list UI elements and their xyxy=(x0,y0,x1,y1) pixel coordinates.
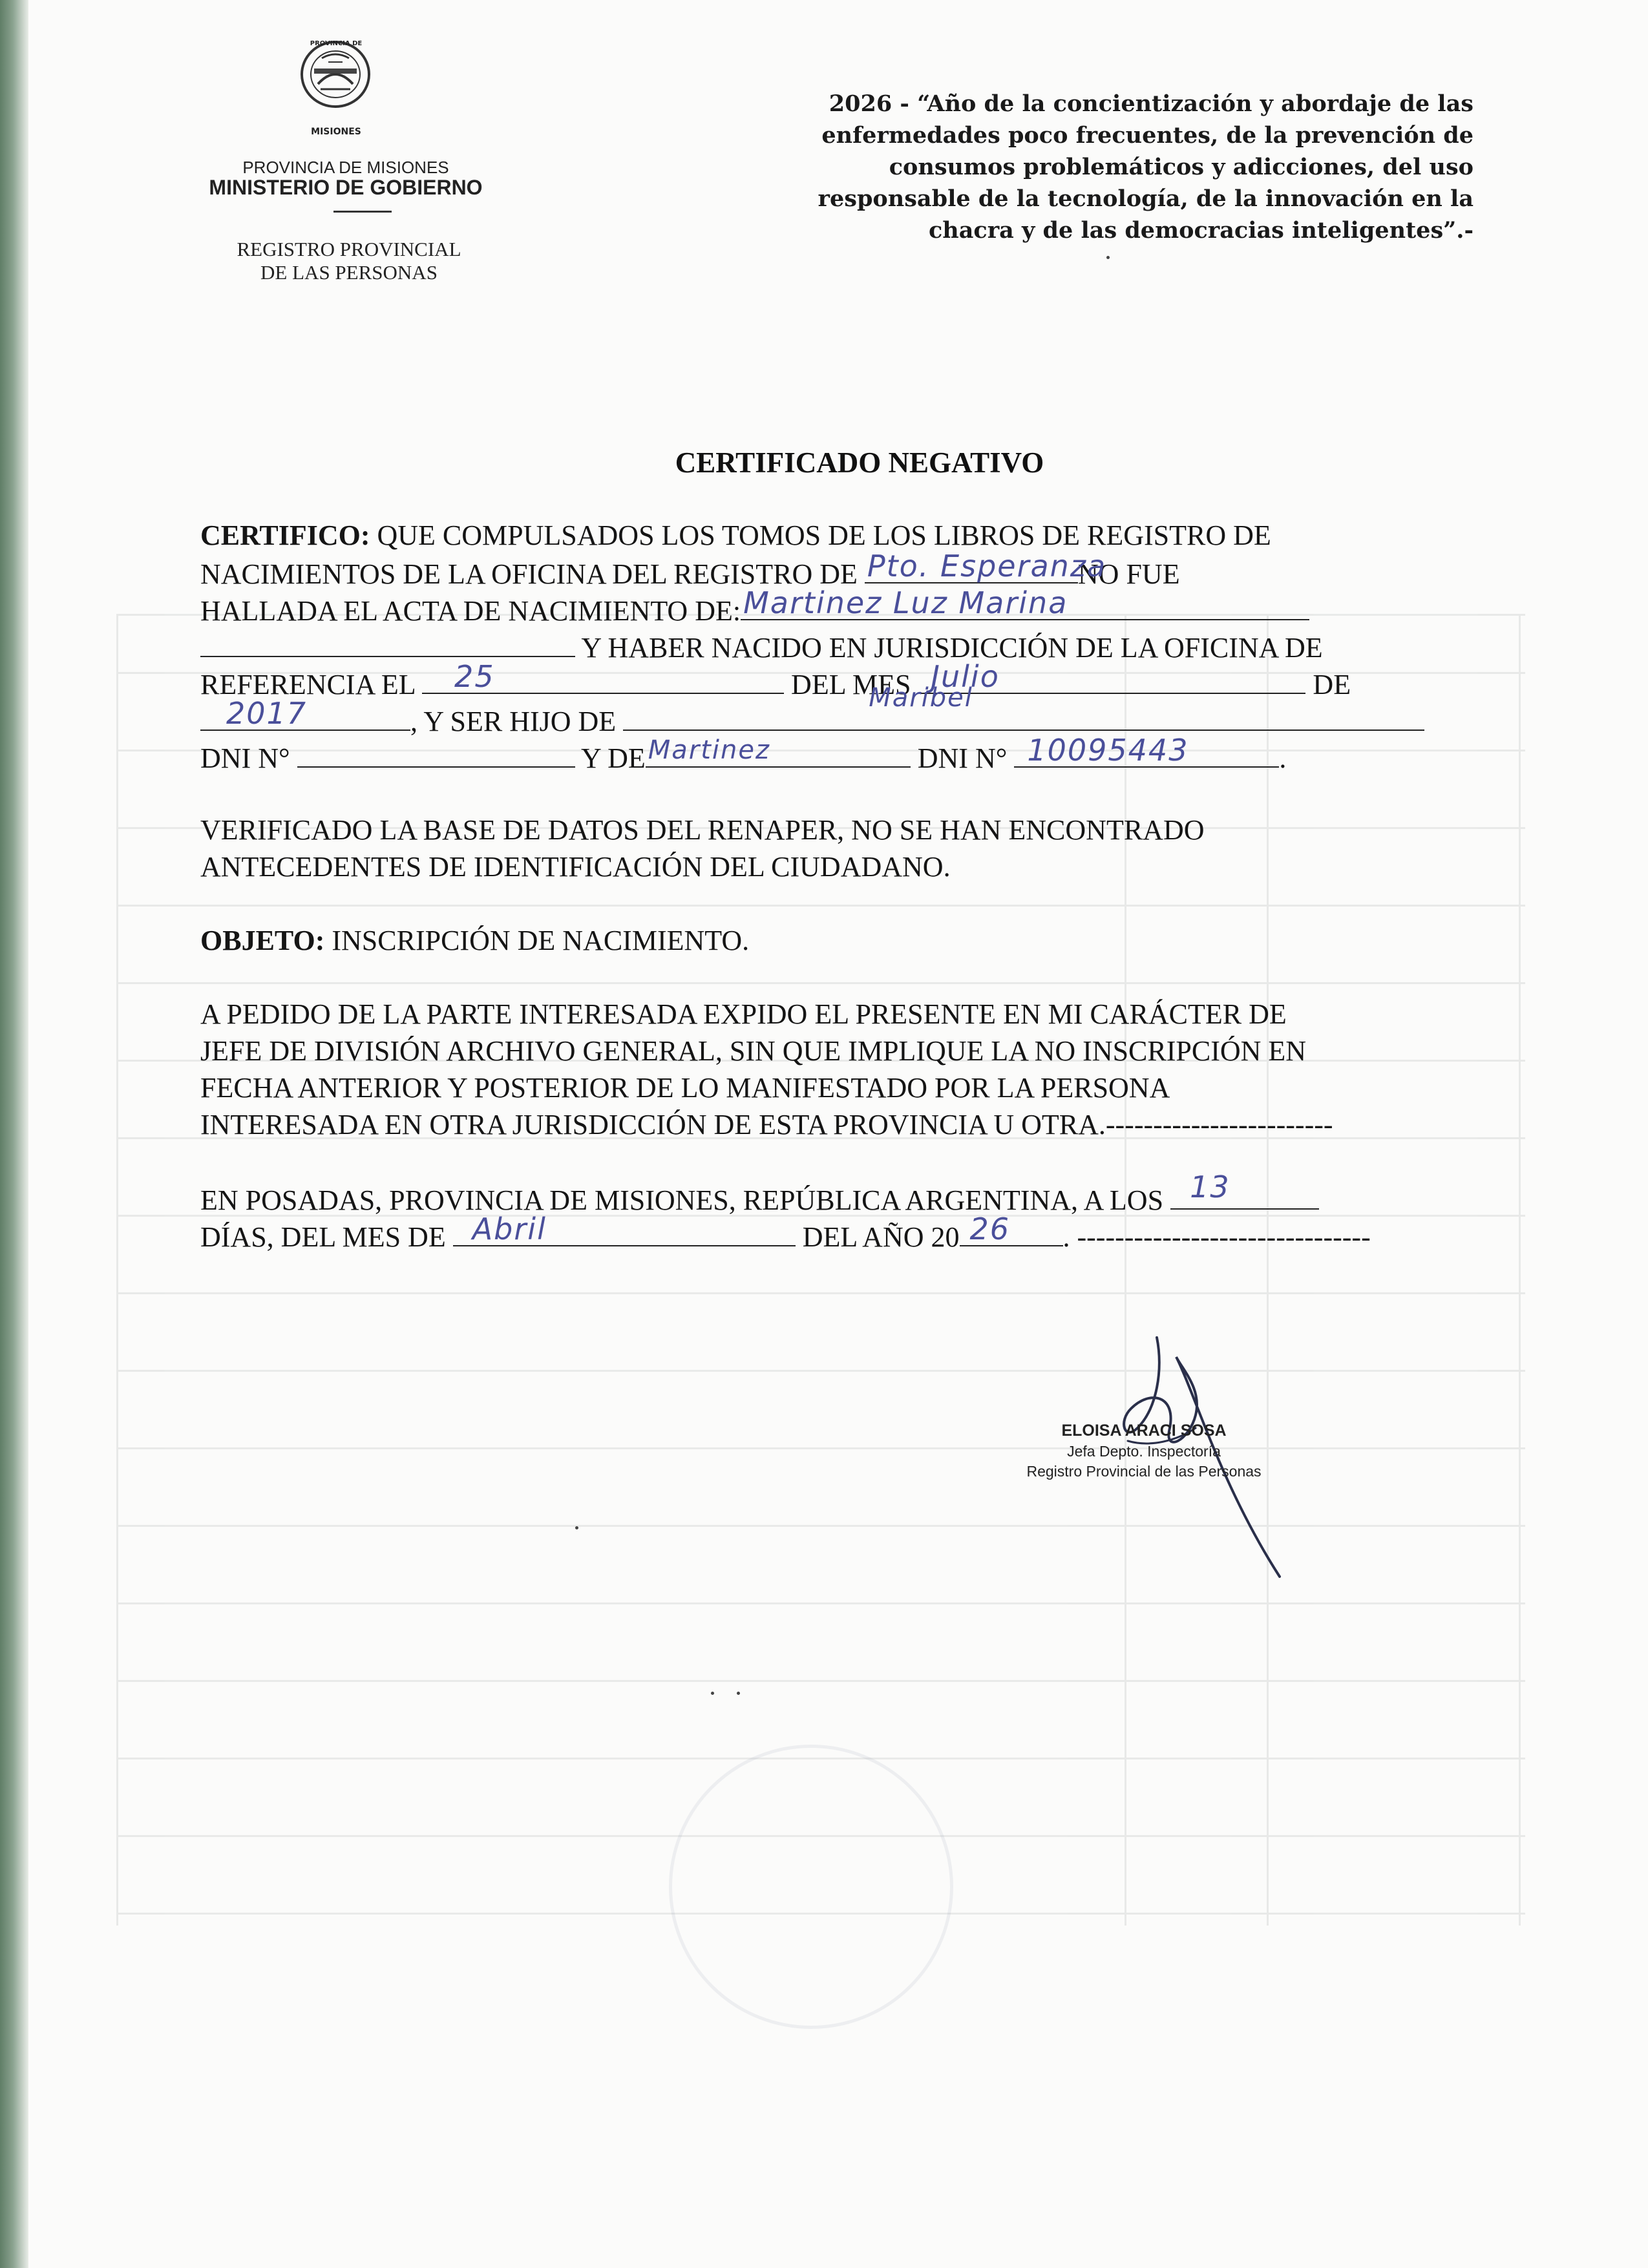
motto-line: responsable de la tecnología, de la innovación en la xyxy=(818,185,1474,212)
certifico-line-3 xyxy=(200,585,1519,627)
objeto-line xyxy=(200,922,1519,959)
province-label: PROVINCIA DE MISIONES xyxy=(242,158,449,177)
certifico-text: REFERENCIA EL xyxy=(200,669,423,700)
month-field xyxy=(918,659,1305,694)
scan-edge xyxy=(0,0,28,2268)
handwritten-mother-first: Maribel xyxy=(869,683,973,713)
signature-stamp xyxy=(989,1422,1299,1480)
certifico-text: Y HABER NACIDO EN JURISDICCIÓN DE LA OFICINA DE xyxy=(575,632,1323,664)
signatory-organization: Registro Provincial de las Personas xyxy=(1026,1463,1262,1480)
certifico-text: DNI N° xyxy=(910,742,1015,774)
closing-line-2 xyxy=(200,1212,1519,1254)
pedido-line: FECHA ANTERIOR Y POSTERIOR DE LO MANIFESTADO POR LA PERSONA xyxy=(200,1072,1170,1104)
certifico-text: DE xyxy=(1305,669,1351,700)
issue-year-field xyxy=(960,1212,1063,1246)
mother-dni-field xyxy=(1014,733,1279,768)
handwritten-name: Martinez Luz Marina xyxy=(743,585,1068,620)
mother-field xyxy=(646,735,911,768)
handwritten-day: 25 xyxy=(454,659,495,694)
handwritten-mother: Martinez xyxy=(648,735,770,765)
signatory-role: Jefa Depto. Inspectoría xyxy=(1067,1443,1221,1460)
pedido-line: INTERESADA EN OTRA JURISDICCIÓN DE ESTA PROVINCIA U OTRA.------------------------ xyxy=(200,1109,1333,1140)
faint-seal-ghost xyxy=(669,1745,953,2029)
year-motto xyxy=(711,88,1474,246)
motto-line: enfermedades poco frecuentes, de la prevención de xyxy=(821,122,1474,149)
motto-line: consumos problemáticos y adicciones, del uso xyxy=(889,154,1474,180)
handwritten-month: Julio xyxy=(931,659,1000,694)
issue-month-field xyxy=(453,1212,796,1246)
year-field xyxy=(200,696,410,731)
name-field xyxy=(741,585,1309,620)
certifico-text: , Y SER HIJO DE xyxy=(410,706,624,737)
ministry-label: MINISTERIO DE GOBIERNO xyxy=(209,176,483,199)
renaper-line-2: ANTECEDENTES DE IDENTIFICACIÓN DEL CIUDADANO. xyxy=(200,851,951,883)
certifico-text: HALLADA EL ACTA DE NACIMIENTO DE: xyxy=(200,595,741,627)
closing-line-1 xyxy=(200,1170,1519,1217)
certifico-text: . xyxy=(1279,742,1287,774)
handwritten-issue-year: 26 xyxy=(969,1212,1011,1246)
logo-text-top: PROVINCIA DE xyxy=(310,40,363,47)
signatory-name: ELOISA ARACI SOSA xyxy=(1061,1422,1227,1440)
certifico-line-4 xyxy=(200,627,1519,664)
day-field xyxy=(422,659,784,694)
issue-day-field xyxy=(1170,1170,1319,1210)
handwritten-year: 2017 xyxy=(226,696,308,731)
header-rule xyxy=(333,211,392,213)
pedido-line: JEFE DE DIVISIÓN ARCHIVO GENERAL, SIN QUE IMPLIQUE LA NO INSCRIPCIÓN EN xyxy=(200,1035,1307,1067)
closing-text: . ------------------------------- xyxy=(1062,1221,1371,1253)
motto-line: chacra y de las democracias inteligentes”.- xyxy=(928,217,1474,244)
registry-label-line2: DE LAS PERSONAS xyxy=(260,261,438,284)
stray-mark xyxy=(575,1526,578,1529)
handwritten-issue-day: 13 xyxy=(1190,1170,1231,1204)
father-dni-field xyxy=(297,738,575,768)
certificate-body xyxy=(200,517,1519,1254)
closing-text: DEL AÑO 20 xyxy=(795,1221,960,1253)
closing-text: DÍAS, DEL MES DE xyxy=(200,1221,453,1253)
motto-line: 2026 - “Año de la concientización y abordaje de las xyxy=(829,90,1474,117)
office-field xyxy=(865,549,1107,583)
certifico-text: QUE COMPULSADOS LOS TOMOS DE LOS LIBROS DE REGISTRO DE xyxy=(370,520,1271,551)
handwritten-dni: 10095443 xyxy=(1027,733,1189,768)
certifico-line-1 xyxy=(200,517,1519,554)
certifico-text: NACIMIENTOS DE LA OFICINA DEL REGISTRO DE xyxy=(200,558,865,590)
stray-mark xyxy=(737,1692,740,1695)
certificate-title: CERTIFICADO NEGATIVO xyxy=(675,446,1044,479)
certifico-text: DEL MES xyxy=(784,669,918,700)
certifico-line-7 xyxy=(200,733,1519,775)
name-continuation-field xyxy=(200,627,575,657)
objeto-label: OBJETO: xyxy=(200,925,325,956)
pedido-line: A PEDIDO DE LA PARTE INTERESADA EXPIDO EL PRESENTE EN MI CARÁCTER DE xyxy=(200,998,1287,1030)
objeto-text: INSCRIPCIÓN DE NACIMIENTO. xyxy=(324,925,750,956)
closing-text: EN POSADAS, PROVINCIA DE MISIONES, REPÚBLICA ARGENTINA, A LOS xyxy=(200,1184,1171,1216)
stray-mark xyxy=(1106,256,1110,259)
misiones-shield-logo xyxy=(299,39,372,110)
renaper-line-1: VERIFICADO LA BASE DE DATOS DEL RENAPER, NO SE HAN ENCONTRADO xyxy=(200,814,1205,846)
logo-text-bottom: MISIONES xyxy=(311,127,361,137)
stray-mark xyxy=(711,1692,714,1695)
certifico-label: CERTIFICO: xyxy=(200,520,370,551)
certifico-text: NO FUE xyxy=(1077,558,1180,590)
registry-label-line1: REGISTRO PROVINCIAL xyxy=(237,238,461,260)
handwritten-issue-month: Abril xyxy=(472,1212,547,1246)
handwritten-office: Pto. Esperanza xyxy=(867,549,1107,583)
certifico-text: DNI N° xyxy=(200,742,297,774)
certifico-text: Y DE xyxy=(575,742,646,774)
certifico-line-5 xyxy=(200,659,1519,701)
